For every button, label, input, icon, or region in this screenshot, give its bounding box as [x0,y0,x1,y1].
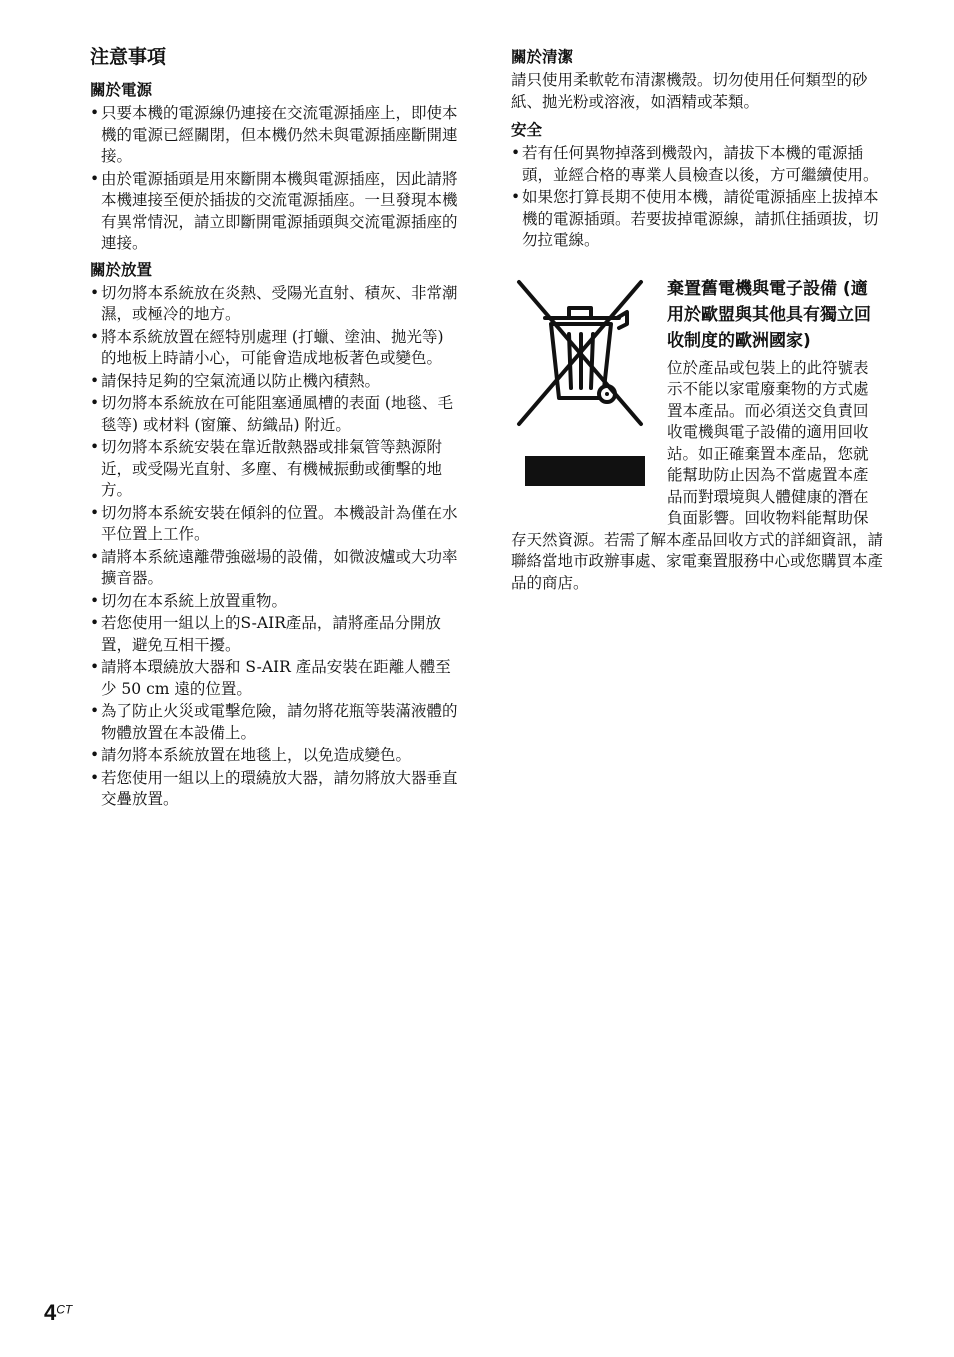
right-column [511,44,883,594]
safety-heading: 安全 [511,121,543,139]
safety-list [511,143,883,252]
list-item: • 由於電源插頭是用來斷開本機與電源插座，因此請將本機連接至便於插拔的交流電源插座。一旦發現本機有異常情況，請立即斷開電源插頭與交流電源插座的連接。 [90,169,460,255]
page-number-value: 4 [44,1300,57,1325]
left-column [90,44,460,815]
list-item: • 請勿將本系統放置在地毯上，以免造成變色。 [90,745,460,767]
list-item: • 為了防止火災或電擊危險，請勿將花瓶等裝滿液體的物體放置在本設備上。 [90,701,460,744]
list-item: • 只要本機的電源線仍連接在交流電源插座上，即使本機的電源已經關閉，但本機仍然未與電源插座斷開連接。 [90,103,460,168]
cleaning-heading: 關於清潔 [511,48,574,66]
placement-heading: 關於放置 [90,260,153,279]
list-item: • 切勿將本系統放在炎熱、受陽光直射、積灰、非常潮濕，或極冷的地方。 [90,283,460,326]
list-item: • 若您使用一組以上的S-AIR產品，請將產品分開放置，避免互相干擾。 [90,613,460,656]
list-item: • 若有任何異物掉落到機殼內，請拔下本機的電源插頭，並經合格的專業人員檢查以後，方可繼續使用。 [511,143,883,186]
power-heading: 關於電源 [90,81,153,99]
list-item: • 請將本系統遠離帶強磁場的設備，如微波爐或大功率擴音器。 [90,547,460,590]
weee-section [511,276,883,595]
page-number [44,1300,72,1326]
list-item: • 切勿將本系統放在可能阻塞通風槽的表面 (地毯、毛毯等) 或材料 (窗簾、紡織品) 附近。 [90,393,460,436]
list-item: • 請將本環繞放大器和 S-AIR 產品安裝在距離人體至少 50 cm 遠的位置。 [90,657,460,700]
weee-heading: 棄置舊電機與電子設備 (適用於歐盟與其他具有獨立回收制度的歐洲國家) [667,278,871,351]
list-item: • 若您使用一組以上的環繞放大器，請勿將放大器垂直交疊放置。 [90,768,460,811]
list-item: • 如果您打算長期不使用本機，請從電源插座上拔掉本機的電源插頭。若要拔掉電源線，請抓住插頭拔，切勿拉電線。 [511,187,883,252]
power-list [90,103,460,255]
list-item: • 切勿在本系統上放置重物。 [90,591,460,613]
cleaning-text: 請只使用柔軟乾布清潔機殼。切勿使用任何類型的砂紙、拋光粉或溶液，如酒精或苯類。 [511,71,868,111]
list-item: • 請保持足夠的空氣流通以防止機內積熱。 [90,371,460,393]
list-item: • 將本系統放置在經特別處理 (打蠟、塗油、拋光等) 的地板上時請小心，可能會造成地板著色或變色。 [90,327,460,370]
page-number-suffix: CT [56,1302,73,1317]
list-item: • 切勿將本系統安裝在傾斜的位置。本機設計為僅在水平位置上工作。 [90,503,460,546]
page-title: 注意事項 [90,46,167,68]
list-item: • 切勿將本系統安裝在靠近散熱器或排氣管等熱源附近，或受陽光直射、多塵、有機械振動或衝擊的地方。 [90,437,460,502]
crossed-out-wheelie-bin-icon [511,276,649,516]
placement-list [90,283,460,811]
weee-text: 位於產品或包裝上的此符號表示不能以家電廢棄物的方式處置本產品。而必須送交負責回收電機與電子設備的適用回收站。如正確棄置本產品，您就能幫助防止因為不當處置本產品而對環境與人體健康的潛在負面影響。回收物料能幫助保存天然資源。若需了解本產品回收方式的詳細資訊，請聯絡當地市政辦事處、家電棄置服務中心或您購買本產品的商店。 [511,358,884,592]
